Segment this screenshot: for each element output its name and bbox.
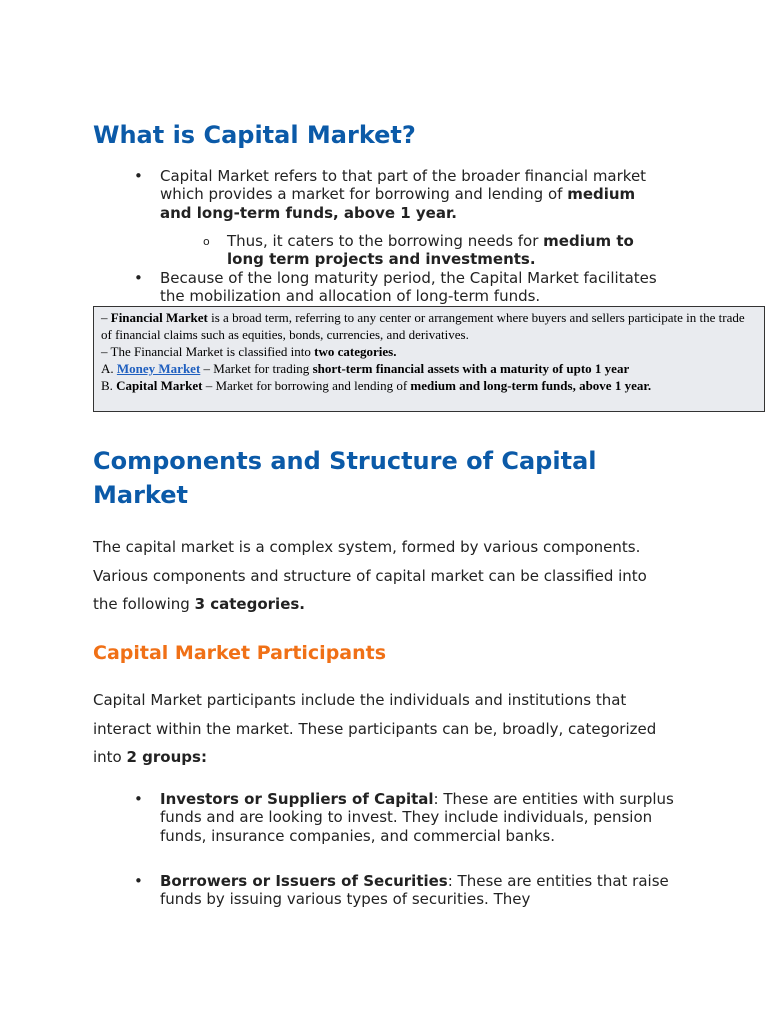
callout-definition: – Financial Market is a broad term, referring to any center or arrangement where buyers and sellers participate in the trade of financial claims such as equities, bonds, currencies, and derivatives. — [101, 310, 745, 342]
bullet-icon: • — [134, 269, 143, 287]
section-title-components: Components and Structure of Capital Market — [93, 447, 597, 509]
participants-intro: Capital Market participants include the individuals and institutions that interact within the market. These participants can be, broadly, categorized into 2 groups: — [93, 691, 657, 766]
sub-list-item — [203, 232, 667, 269]
participant-name: Investors or Suppliers of Capital — [160, 790, 434, 808]
sub-bullet-text: Thus, it caters to the borrowing needs for — [227, 232, 544, 250]
bullet-icon: • — [134, 872, 143, 890]
bullet-text: Capital Market refers to that part of the broader financial market which provides a market for borrowing and lending of — [160, 167, 647, 204]
list-item — [134, 269, 680, 306]
bullet-icon: • — [134, 167, 143, 185]
list-item — [134, 872, 680, 909]
financial-market-callout — [93, 306, 765, 412]
bullet-text-bold: medium and long-term funds, above 1 year. — [160, 185, 636, 222]
money-market-link[interactable]: Money Market — [116, 361, 201, 376]
participant-desc: : These are entities that raise funds by issuing various types of securities. They — [160, 872, 669, 909]
callout-classification: – The Financial Market is classified into two categories. — [101, 344, 397, 359]
bullet-text: Because of the long maturity period, the Capital Market facilitates the mobilization and allocation of long-term funds. — [160, 269, 657, 306]
list-item — [134, 790, 680, 845]
participant-name: Borrowers or Issuers of Securities — [160, 872, 448, 890]
section-title-capital-market: What is Capital Market? — [93, 121, 416, 149]
section-title-participants: Capital Market Participants — [93, 642, 387, 664]
bullet-icon: • — [134, 790, 143, 808]
sub-bullet-icon: o — [203, 235, 210, 248]
components-intro: The capital market is a complex system, formed by various components. Various components and structure of capital market can be classified into the following 3 categories. — [93, 538, 647, 613]
callout-capital-market: B. Capital Market – Market for borrowing and lending of medium and long-term funds, above 1 year. — [101, 378, 652, 393]
sub-bullet-text-bold: medium to long term projects and investments. — [227, 232, 634, 269]
list-item — [134, 167, 660, 222]
participant-desc: : These are entities with surplus funds and are looking to invest. They include individuals, pension funds, insurance companies, and commercial banks. — [160, 790, 674, 845]
callout-money-market: A. Money Market – Market for trading short-term financial assets with a maturity of upto 1 year — [101, 361, 630, 376]
